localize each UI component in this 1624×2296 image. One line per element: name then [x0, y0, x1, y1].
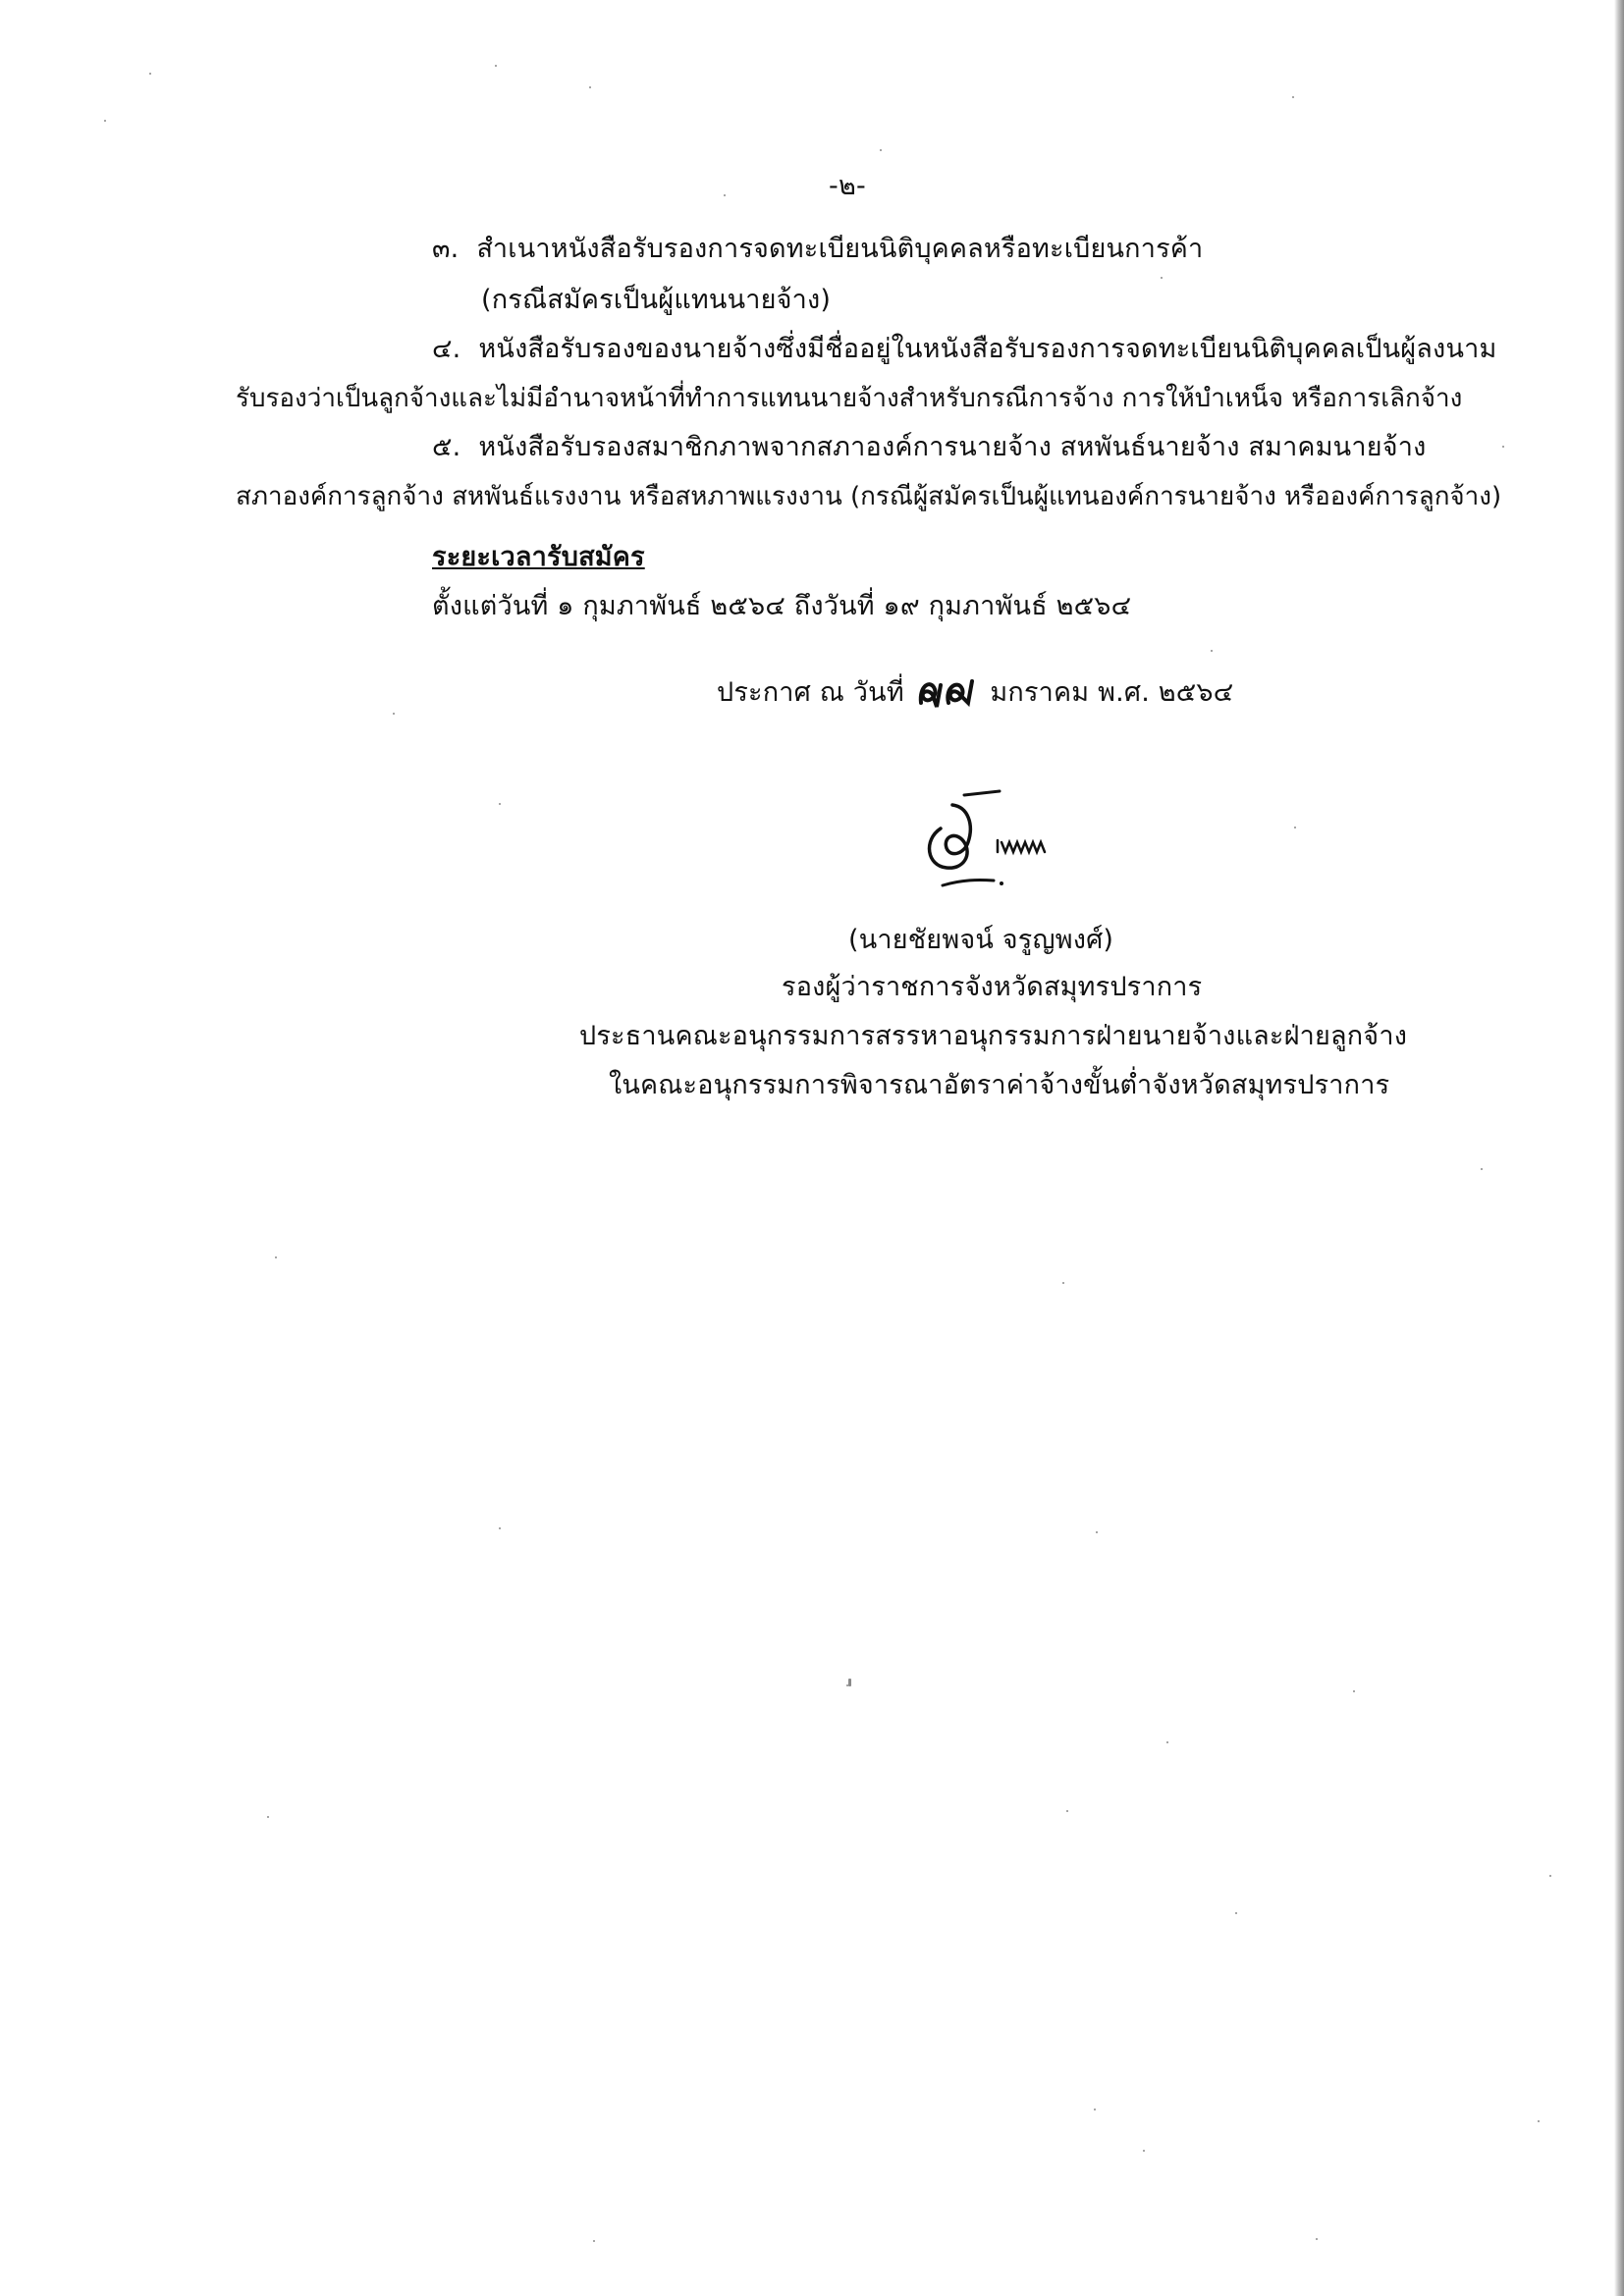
application-period-text: ตั้งแต่วันที่ ๑ กุมภาพันธ์ ๒๕๖๔ ถึงวันที่ ๑๙ กุมภาพันธ์ ๒๕๖๔ [432, 591, 1132, 621]
item-text: หนังสือรับรองสมาชิกภาพจากสภาองค์การนายจ้าง สหพันธ์นายจ้าง สมาคมนายจ้าง [478, 432, 1427, 462]
item-text: สำเนาหนังสือรับรองการจดทะเบียนนิติบุคคลหรือทะเบียนการค้า [476, 234, 1204, 264]
list-item-5-continuation: สภาองค์การลูกจ้าง สหพันธ์แรงงาน หรือสหภาพแรงงาน (กรณีผู้สมัครเป็นผู้แทนองค์การนายจ้าง หรือองค์การลูกจ้าง) [236, 482, 1502, 511]
signature [913, 781, 1080, 889]
list-item-3 [432, 232, 1203, 267]
announcement-prefix: ประกาศ ณ วันที่ [717, 677, 904, 708]
list-item-4 [432, 332, 1496, 367]
signatory-position: รองผู้ว่าราชการจังหวัดสมุทรปราการ [782, 972, 1203, 1002]
application-period-heading: ระยะเวลารับสมัคร [432, 542, 645, 572]
list-item-3-continuation: (กรณีสมัครเป็นผู้แทนนายจ้าง) [481, 285, 832, 315]
signatory-name: (นายชัยพจน์ จรูญพงศ์) [848, 925, 1114, 955]
handwritten-day [917, 673, 978, 713]
item-text: หนังสือรับรองของนายจ้างซึ่งมีชื่ออยู่ในหนังสือรับรองการจดทะเบียนนิติบุคคลเป็นผู้ลงนาม [478, 334, 1497, 364]
committee-name: ในคณะอนุกรรมการพิจารณาอัตราค่าจ้างขั้นต่ำจังหวัดสมุทรปราการ [609, 1070, 1390, 1100]
item-number: ๓. [432, 234, 460, 264]
list-item-4-continuation: รับรองว่าเป็นลูกจ้างและไม่มีอำนาจหน้าที่ทำการแทนนายจ้างสำหรับกรณีการจ้าง การให้บำเหน็จ หรือการเลิกจ้าง [236, 384, 1463, 413]
scan-edge [1614, 0, 1624, 2296]
announcement-date [717, 673, 1233, 713]
item-number: ๔. [432, 334, 461, 364]
item-number: ๕. [432, 432, 461, 462]
page-number: -๒- [829, 171, 866, 201]
list-item-5 [432, 430, 1427, 465]
announcement-suffix: มกราคม พ.ศ. ๒๕๖๔ [990, 677, 1234, 708]
committee-chair-title: ประธานคณะอนุกรรมการสรรหาอนุกรรมการฝ่ายนายจ้างและฝ่ายลูกจ้าง [579, 1021, 1408, 1051]
